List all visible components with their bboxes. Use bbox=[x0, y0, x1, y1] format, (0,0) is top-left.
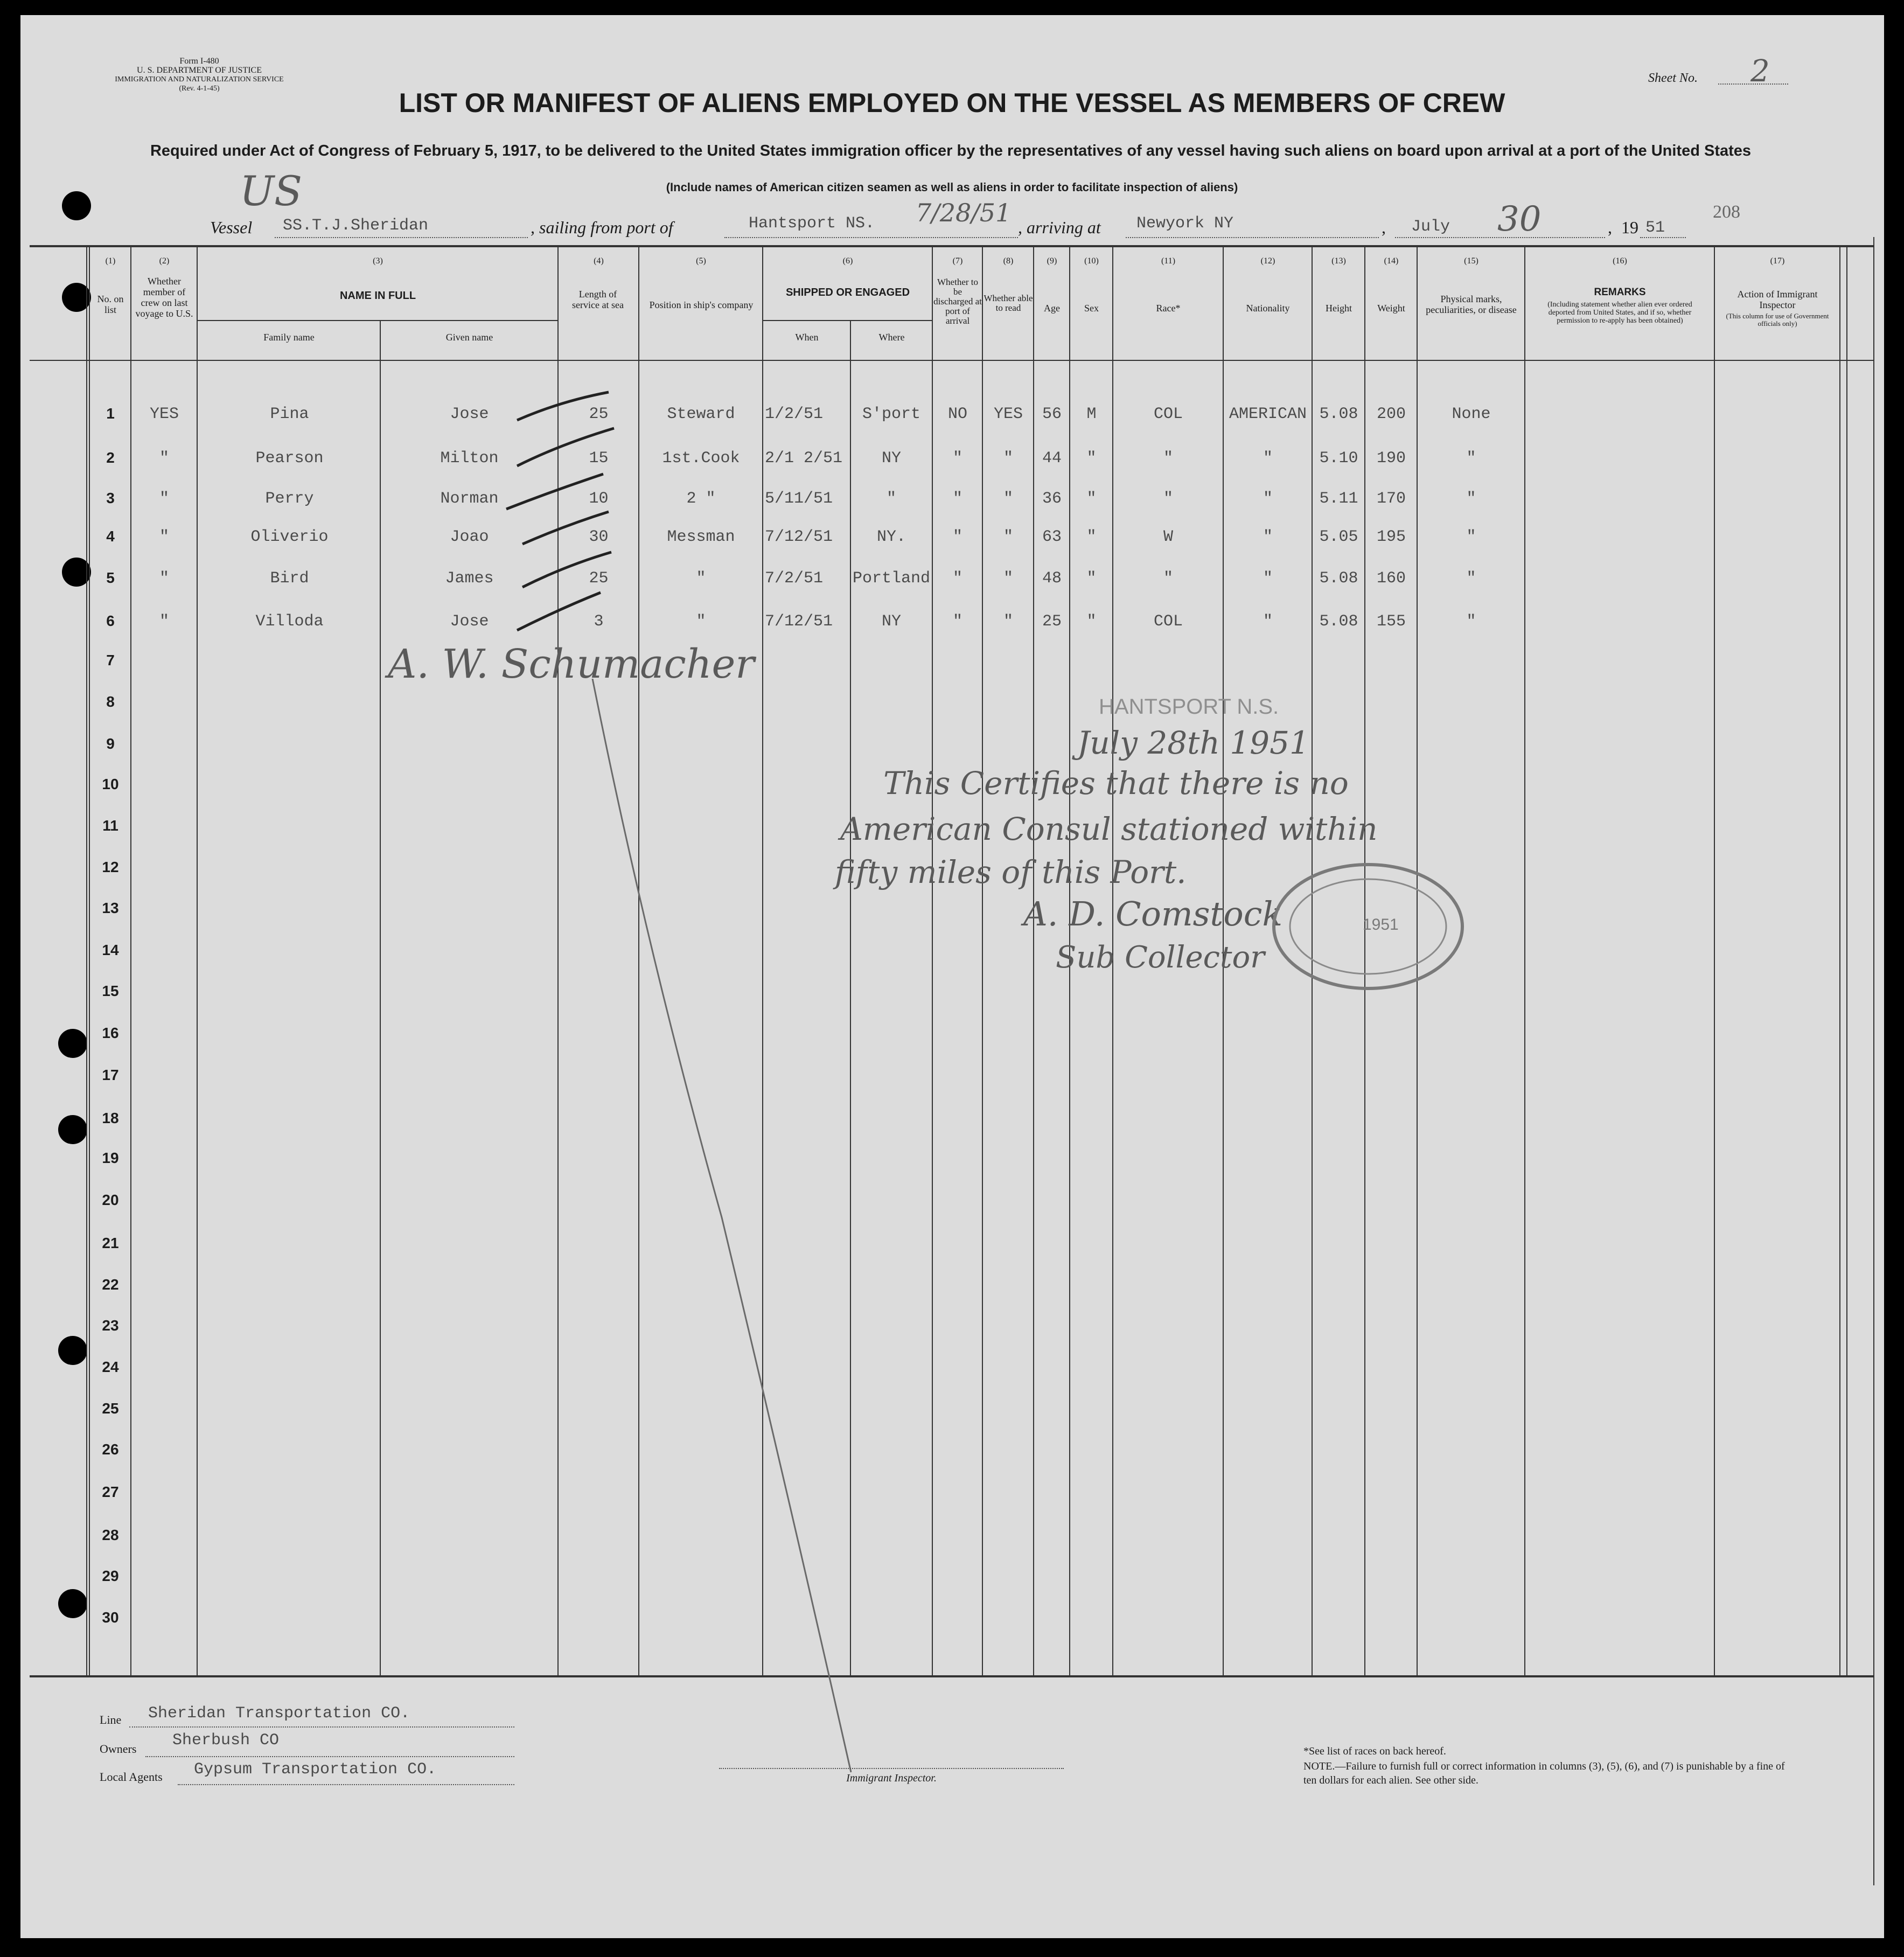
row-number: 13 bbox=[102, 900, 119, 916]
col-9-number: (9) bbox=[1047, 256, 1057, 266]
col-sex: " bbox=[1086, 569, 1097, 588]
row-number: 25 bbox=[102, 1400, 119, 1417]
col-able-to-read: YES bbox=[993, 405, 1023, 423]
agents-blank bbox=[178, 1784, 514, 1785]
col-10-header: Sex bbox=[1084, 303, 1099, 314]
row-number: 15 bbox=[102, 983, 119, 999]
column-divider bbox=[1846, 246, 1847, 1676]
year-blank bbox=[1640, 237, 1686, 238]
col-height: 5.08 bbox=[1319, 569, 1358, 588]
service-slash-marks bbox=[501, 377, 630, 636]
col-discharge: " bbox=[952, 528, 963, 546]
col-shipped-where: NY. bbox=[876, 528, 906, 546]
col-sex: " bbox=[1086, 612, 1097, 631]
col-shipped-where: NY bbox=[881, 612, 901, 631]
row-number: 1 bbox=[106, 405, 115, 422]
given-name-header: Given name bbox=[445, 332, 493, 343]
vessel-label: Vessel bbox=[210, 218, 253, 237]
col-shipped-when: 5/11/51 bbox=[765, 490, 833, 508]
owners-blank bbox=[145, 1756, 514, 1757]
col-8-header: Whether able to read bbox=[984, 293, 1033, 313]
row-number: 16 bbox=[102, 1025, 119, 1041]
certificate-line-2: American Consul stationed within bbox=[840, 811, 1378, 847]
col-7-header: Whether to be discharged at port of arrival bbox=[933, 277, 982, 326]
col-11-header: Race* bbox=[1156, 303, 1181, 314]
table-header-sub-line bbox=[762, 320, 932, 321]
column-divider bbox=[89, 246, 90, 1676]
column-divider bbox=[130, 246, 131, 1676]
punch-hole bbox=[62, 191, 91, 220]
col-12-header: Nationality bbox=[1246, 303, 1290, 314]
col-weight: 200 bbox=[1376, 405, 1406, 423]
sailing-date-hand: 7/28/51 bbox=[916, 198, 1012, 227]
col-13-number: (13) bbox=[1331, 256, 1346, 266]
col-position: " bbox=[696, 612, 706, 631]
col-3-number: (3) bbox=[373, 256, 383, 266]
col-able-to-read: " bbox=[1003, 612, 1013, 631]
col-position: Messman bbox=[667, 528, 735, 546]
col-7-number: (7) bbox=[952, 256, 963, 266]
col-15-number: (15) bbox=[1464, 256, 1478, 266]
form-number: Form I-480 bbox=[179, 57, 219, 66]
column-divider bbox=[1714, 246, 1715, 1676]
col-service-length: 15 bbox=[589, 449, 609, 468]
row-number: 18 bbox=[102, 1110, 119, 1126]
col-family-name: Pina bbox=[270, 405, 309, 423]
row-number: 5 bbox=[106, 569, 115, 586]
col-given-name: Norman bbox=[440, 490, 499, 508]
col-physical-marks: None bbox=[1452, 405, 1491, 423]
col-14-header: Weight bbox=[1377, 303, 1405, 314]
sheet-number: 2 bbox=[1750, 54, 1770, 89]
us-mark: US bbox=[240, 167, 303, 215]
col-shipped-when: 7/12/51 bbox=[765, 612, 833, 631]
line-blank bbox=[129, 1726, 514, 1728]
col-nationality: " bbox=[1263, 449, 1273, 468]
comma: , bbox=[1608, 218, 1612, 237]
col-shipped-where: NY bbox=[881, 449, 901, 468]
col-6-number: (6) bbox=[842, 256, 853, 266]
col-position: 2 " bbox=[686, 490, 716, 508]
line-value: Sheridan Transportation CO. bbox=[148, 1704, 410, 1723]
column-divider bbox=[982, 246, 983, 1676]
col-13-header: Height bbox=[1326, 303, 1352, 314]
col-service-length: 25 bbox=[589, 405, 609, 423]
row-number: 29 bbox=[102, 1568, 119, 1584]
col-weight: 160 bbox=[1376, 569, 1406, 588]
col-sex: " bbox=[1086, 490, 1097, 508]
col-prev-voyage: " bbox=[159, 528, 169, 546]
races-note: *See list of races on back hereof. bbox=[1303, 1745, 1446, 1757]
col-shipped-where: Portland bbox=[852, 569, 931, 588]
arrival-month: July bbox=[1411, 218, 1450, 236]
col-service-length: 30 bbox=[589, 528, 609, 546]
col-age: 25 bbox=[1042, 612, 1062, 631]
certificate-line-1: This Certifies that there is no bbox=[883, 765, 1349, 802]
col-height: 5.11 bbox=[1319, 490, 1358, 508]
col-16-header: REMARKS bbox=[1594, 287, 1646, 298]
certificate-date: July 28th 1951 bbox=[1077, 725, 1309, 761]
col-5-number: (5) bbox=[696, 256, 706, 266]
col-able-to-read: " bbox=[1003, 569, 1013, 588]
row-number: 24 bbox=[102, 1359, 119, 1375]
note-text: —Failure to furnish full or correct information in columns (3), (5), (6), and (7) is punishable by a fine of ten dollars for each alien. See other side. bbox=[1303, 1760, 1785, 1786]
page-subtitle: Required under Act of Congress of February 5, 1917, to be delivered to the United States immigration officer by the representatives of any vessel having such aliens on board upon arrival at a port of the United States bbox=[150, 142, 1752, 159]
row-number: 28 bbox=[102, 1527, 119, 1543]
col-1-number: (1) bbox=[105, 256, 116, 266]
col-prev-voyage: " bbox=[159, 490, 169, 508]
row-number: 10 bbox=[102, 776, 119, 792]
row-number: 21 bbox=[102, 1235, 119, 1251]
oval-stamp-year: 1951 bbox=[1363, 916, 1399, 934]
col-able-to-read: " bbox=[1003, 490, 1013, 508]
row-number: 3 bbox=[106, 490, 115, 506]
row-number: 30 bbox=[102, 1609, 119, 1626]
col-position: " bbox=[696, 569, 706, 588]
col-nationality: " bbox=[1263, 612, 1273, 631]
page-right-edge bbox=[1873, 237, 1874, 1885]
col-height: 5.05 bbox=[1319, 528, 1358, 546]
shipped-when-header: When bbox=[795, 332, 819, 343]
col-position: Steward bbox=[667, 405, 735, 423]
col-prev-voyage: " bbox=[159, 612, 169, 631]
col-family-name: Villoda bbox=[255, 612, 324, 631]
col-5-header: Position in ship's company bbox=[649, 300, 754, 310]
col-nationality: " bbox=[1263, 569, 1273, 588]
col-shipped-where: " bbox=[886, 490, 896, 508]
col-sex: " bbox=[1086, 449, 1097, 468]
row-number: 4 bbox=[106, 528, 115, 545]
arriving-port: Newyork NY bbox=[1136, 214, 1234, 233]
owners-label: Owners bbox=[100, 1742, 137, 1756]
arriving-label: , arriving at bbox=[1018, 218, 1101, 237]
agents-value: Gypsum Transportation CO. bbox=[194, 1760, 437, 1779]
col-shipped-when: 7/12/51 bbox=[765, 528, 833, 546]
row-number: 27 bbox=[102, 1484, 119, 1500]
family-name-header: Family name bbox=[263, 332, 315, 343]
row-number: 19 bbox=[102, 1150, 119, 1166]
sailing-port: Hantsport NS. bbox=[749, 214, 875, 233]
column-divider bbox=[86, 246, 87, 1676]
col-shipped-where: S'port bbox=[862, 405, 921, 423]
port-stamp: HANTSPORT N.S. bbox=[1099, 695, 1279, 719]
col-2-number: (2) bbox=[159, 256, 170, 266]
col-discharge: " bbox=[952, 569, 963, 588]
vessel-name: SS.T.J.Sheridan bbox=[283, 217, 429, 235]
col-discharge: " bbox=[952, 490, 963, 508]
col-weight: 155 bbox=[1376, 612, 1406, 631]
col-family-name: Perry bbox=[265, 490, 314, 508]
page-title: LIST OR MANIFEST OF ALIENS EMPLOYED ON THE VESSEL AS MEMBERS OF CREW bbox=[399, 88, 1505, 118]
table-header-bottom-line bbox=[30, 360, 1874, 361]
col-10-number: (10) bbox=[1084, 256, 1099, 266]
col-16-number: (16) bbox=[1613, 256, 1627, 266]
col-height: 5.10 bbox=[1319, 449, 1358, 468]
col-family-name: Oliverio bbox=[250, 528, 329, 546]
col-2-header: Whether member of crew on last voyage to U.S. bbox=[135, 276, 193, 319]
col-race: " bbox=[1163, 490, 1173, 508]
table-top-line bbox=[30, 245, 1874, 247]
col-service-length: 25 bbox=[589, 569, 609, 588]
col-height: 5.08 bbox=[1319, 612, 1358, 631]
col-given-name: Milton bbox=[440, 449, 499, 468]
col-given-name: James bbox=[445, 569, 494, 588]
row-number: 14 bbox=[102, 942, 119, 958]
col-height: 5.08 bbox=[1319, 405, 1358, 423]
punch-hole bbox=[58, 1115, 87, 1144]
form-revision: (Rev. 4-1-45) bbox=[179, 85, 220, 93]
col-12-number: (12) bbox=[1260, 256, 1275, 266]
col-able-to-read: " bbox=[1003, 528, 1013, 546]
punch-hole bbox=[58, 1029, 87, 1058]
row-number: 2 bbox=[106, 449, 115, 466]
col-weight: 190 bbox=[1376, 449, 1406, 468]
row-number: 20 bbox=[102, 1192, 119, 1208]
col-physical-marks: " bbox=[1466, 490, 1476, 508]
col-family-name: Pearson bbox=[255, 449, 324, 468]
line-label: Line bbox=[100, 1713, 122, 1726]
col-9-header: Age bbox=[1044, 303, 1060, 314]
certificate-line-3: fifty miles of this Port. bbox=[835, 854, 1187, 890]
col-physical-marks: " bbox=[1466, 569, 1476, 588]
shipped-where-header: Where bbox=[878, 332, 905, 343]
col-14-number: (14) bbox=[1384, 256, 1399, 266]
row-number: 7 bbox=[106, 652, 115, 668]
col-17-subheader: (This column for use of Government officials only) bbox=[1726, 312, 1829, 328]
col-shipped-when: 7/2/51 bbox=[765, 569, 824, 588]
column-divider bbox=[1839, 246, 1840, 1676]
sheet-label: Sheet No. bbox=[1648, 71, 1698, 85]
col-15-header: Physical marks, peculiarities, or disease bbox=[1426, 294, 1517, 315]
agents-label: Local Agents bbox=[100, 1770, 163, 1784]
failure-note bbox=[1303, 1759, 1788, 1787]
col-race: COL bbox=[1153, 612, 1183, 631]
col-race: " bbox=[1163, 569, 1173, 588]
pencil-line bbox=[582, 679, 873, 1783]
row-number: 8 bbox=[106, 693, 115, 710]
signature-row-7: A. W. Schumacher bbox=[388, 641, 755, 687]
col-physical-marks: " bbox=[1466, 612, 1476, 631]
col-physical-marks: " bbox=[1466, 449, 1476, 468]
col-6-header: SHIPPED OR ENGAGED bbox=[785, 287, 910, 298]
row-number: 26 bbox=[102, 1441, 119, 1458]
col-sex: " bbox=[1086, 528, 1097, 546]
col-discharge: NO bbox=[947, 405, 967, 423]
col-service-length: 10 bbox=[589, 490, 609, 508]
page-note: (Include names of American citizen seamen as well as aliens in order to facilitate inspection of aliens) bbox=[666, 180, 1238, 194]
row-number: 22 bbox=[102, 1276, 119, 1293]
col-16-subheader: (Including statement whether alien ever ordered deported from United States, and if so, whether permission to re-apply has been obtained) bbox=[1547, 301, 1692, 325]
owners-value: Sherbush CO bbox=[172, 1731, 280, 1750]
sailing-blank bbox=[724, 237, 1018, 238]
col-given-name: Jose bbox=[450, 405, 489, 423]
col-race: W bbox=[1163, 528, 1173, 546]
col-age: 56 bbox=[1042, 405, 1062, 423]
col-shipped-when: 1/2/51 bbox=[765, 405, 824, 423]
col-discharge: " bbox=[952, 449, 963, 468]
col-position: 1st.Cook bbox=[662, 449, 740, 468]
col-race: " bbox=[1163, 449, 1173, 468]
column-divider bbox=[932, 246, 933, 1676]
col-age: 36 bbox=[1042, 490, 1062, 508]
col-11-number: (11) bbox=[1161, 256, 1176, 266]
row-number: 17 bbox=[102, 1067, 119, 1083]
corner-number: 208 bbox=[1713, 202, 1740, 222]
col-8-number: (8) bbox=[1003, 256, 1014, 266]
note-label: NOTE. bbox=[1303, 1760, 1335, 1772]
column-divider bbox=[1033, 246, 1034, 1676]
form-service: IMMIGRATION AND NATURALIZATION SERVICE bbox=[115, 75, 284, 83]
punch-hole bbox=[58, 1336, 87, 1365]
col-prev-voyage: " bbox=[159, 569, 169, 588]
row-number: 9 bbox=[106, 735, 115, 752]
col-prev-voyage: " bbox=[159, 449, 169, 468]
arrival-year: 51 bbox=[1645, 219, 1665, 237]
punch-hole bbox=[58, 1589, 87, 1618]
col-prev-voyage: YES bbox=[149, 405, 179, 423]
col-weight: 170 bbox=[1376, 490, 1406, 508]
col-17-header: Action of Immigrant Inspector bbox=[1737, 289, 1818, 310]
col-nationality: AMERICAN bbox=[1229, 405, 1307, 423]
arriving-blank bbox=[1126, 237, 1379, 238]
arrival-day: 30 bbox=[1497, 199, 1542, 239]
col-4-header: Length of service at sea bbox=[572, 289, 624, 310]
col-physical-marks: " bbox=[1466, 528, 1476, 546]
col-weight: 195 bbox=[1376, 528, 1406, 546]
col-able-to-read: " bbox=[1003, 449, 1013, 468]
row-number: 6 bbox=[106, 612, 115, 629]
sailing-label: , sailing from port of bbox=[531, 218, 673, 237]
col-service-length: 3 bbox=[594, 612, 604, 631]
col-shipped-when: 2/1 2/51 bbox=[765, 449, 843, 468]
column-divider bbox=[380, 320, 381, 1676]
col-given-name: Joao bbox=[450, 528, 489, 546]
row-number: 12 bbox=[102, 859, 119, 875]
inspector-signature-blank bbox=[719, 1768, 1064, 1769]
col-nationality: " bbox=[1263, 490, 1273, 508]
col-sex: M bbox=[1086, 405, 1097, 423]
comma: , bbox=[1382, 218, 1386, 237]
col-17-number: (17) bbox=[1770, 256, 1785, 266]
col-race: COL bbox=[1153, 405, 1183, 423]
col-age: 44 bbox=[1042, 449, 1062, 468]
col-1-header: No. on list bbox=[97, 294, 124, 315]
col-age: 48 bbox=[1042, 569, 1062, 588]
table-bottom-line bbox=[30, 1675, 1874, 1677]
col-nationality: " bbox=[1263, 528, 1273, 546]
row-number: 11 bbox=[102, 817, 118, 834]
vessel-blank bbox=[275, 237, 528, 238]
column-divider bbox=[197, 246, 198, 1676]
col-age: 63 bbox=[1042, 528, 1062, 546]
form-department: U. S. DEPARTMENT OF JUSTICE bbox=[137, 66, 262, 75]
col-discharge: " bbox=[952, 612, 963, 631]
row-number: 23 bbox=[102, 1317, 119, 1334]
col-4-number: (4) bbox=[594, 256, 604, 266]
year-prefix: 19 bbox=[1621, 218, 1638, 237]
certificate-signer-title: Sub Collector bbox=[1056, 940, 1265, 975]
col-given-name: Jose bbox=[450, 612, 489, 631]
col-family-name: Bird bbox=[270, 569, 309, 588]
column-divider bbox=[1524, 246, 1525, 1676]
inspector-label: Immigrant Inspector. bbox=[846, 1772, 937, 1784]
certificate-signer: A. D. Comstock bbox=[1023, 894, 1283, 934]
col-3-header: NAME IN FULL bbox=[339, 290, 416, 302]
table-header-sub-line bbox=[197, 320, 557, 321]
